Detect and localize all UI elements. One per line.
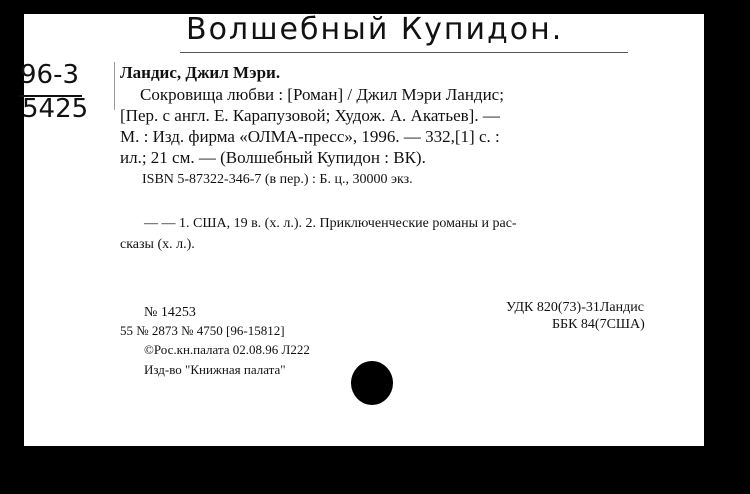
publisher-line: Изд-во "Книжная палата"	[144, 362, 286, 377]
book-chamber-line: ©Рос.кн.палата 02.08.96 Л222	[144, 342, 310, 357]
responsibility-line: [Пер. с англ. Е. Карапузовой; Худож. А. Акатьев]. —	[120, 106, 500, 125]
punch-hole	[351, 361, 393, 405]
handwritten-call-number-top: 96-3	[20, 60, 80, 90]
margin-rule	[114, 62, 115, 110]
catalog-card	[20, 12, 704, 446]
record-number: № 14253	[144, 305, 196, 320]
udk-classification: УДК 820(73)-31Ландис	[506, 300, 644, 315]
handwritten-series-title: Волшебный Купидон.	[186, 12, 564, 47]
registry-line: 55 № 2873 № 4750 [96-15812]	[120, 323, 285, 338]
subject-line-1: — — 1. США, 19 в. (х. л.). 2. Приключенческие романы и рас-	[144, 216, 517, 231]
handwritten-call-number-bottom: 5425	[22, 94, 89, 124]
isbn-line: ISBN 5-87322-346-7 (в пер.) : Б. ц., 30000 экз.	[142, 172, 413, 187]
title-underline	[180, 52, 628, 53]
title-line: Сокровища любви : [Роман] / Джил Мэри Ландис;	[140, 85, 504, 104]
subject-line-2: сказы (х. л.).	[120, 237, 195, 252]
bbk-classification: ББК 84(7США)	[552, 317, 645, 332]
author-heading: Ландис, Джил Мэри.	[120, 63, 281, 82]
imprint-line: М. : Изд. фирма «ОЛМА-пресс», 1996. — 332,[1] с. :	[120, 127, 500, 146]
physical-description-line: ил.; 21 см. — (Волшебный Купидон : ВК).	[120, 148, 426, 167]
